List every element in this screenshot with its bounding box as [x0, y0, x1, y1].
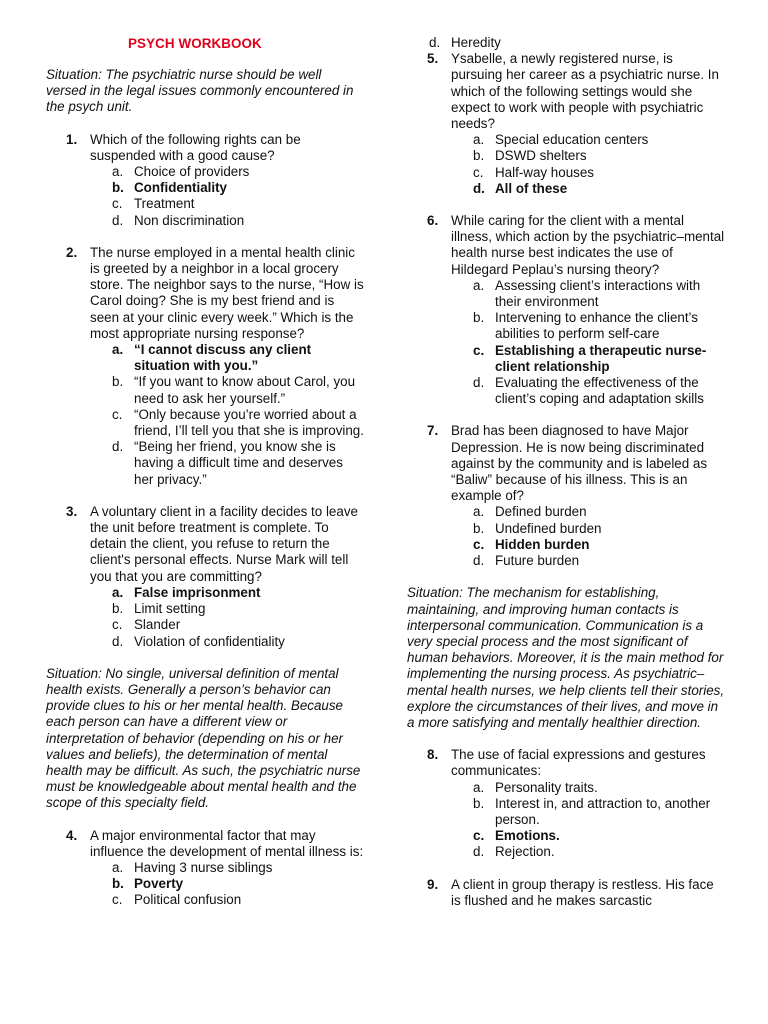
option-letter: b. [112, 601, 124, 617]
option-a [451, 780, 725, 796]
option-text: Poverty [134, 876, 184, 892]
option-text: “I cannot discuss any client situation with you.” [134, 342, 312, 374]
question-7 [407, 423, 725, 569]
option-d [451, 844, 725, 860]
option-letter: a. [112, 342, 124, 358]
question-3 [46, 504, 364, 650]
question-text: A client in group therapy is restless. His face is flushed and he makes sarcastic [451, 876, 714, 908]
left-column [46, 67, 364, 909]
option-text: Emotions. [495, 828, 560, 844]
option-text: Future burden [495, 553, 580, 569]
option-letter: d. [473, 844, 485, 860]
option-a [451, 278, 725, 310]
option-letter: c. [112, 892, 123, 908]
option-letter: a. [112, 859, 124, 875]
option-text: DSWD shelters [495, 148, 587, 164]
option-b [451, 521, 725, 537]
situation-mental-health: Situation: No single, universal definition of mental health exists. Generally a person’s behavior can provide clues to his or her mental health. Because each person can have a different view or interpretation of behavior (depending on his or her values and beliefs), the determination of mental health may be difficult. As such, the psychiatric nurse must be knowledgeable about mental health and the scope of this specialty field. [46, 665, 361, 811]
option-letter: a. [473, 277, 485, 293]
question-2 [46, 245, 364, 488]
option-letter: d. [473, 553, 485, 569]
option-text: Limit setting [134, 601, 206, 617]
option-text: Undefined burden [495, 520, 602, 536]
option-letter: d. [429, 35, 441, 50]
question-4 [46, 828, 364, 909]
question-number: 3. [66, 503, 78, 519]
option-text: Political confusion [134, 892, 242, 908]
answer-options [451, 780, 725, 861]
option-letter: a. [473, 779, 485, 795]
option-b [90, 601, 364, 617]
option-b [451, 148, 725, 164]
question-1 [46, 132, 364, 229]
option-letter: b. [112, 374, 124, 390]
question-number: 9. [427, 876, 439, 892]
option-letter: b. [473, 520, 485, 536]
question-6 [407, 213, 725, 407]
option-a-correct [90, 585, 364, 601]
question-number: 7. [427, 423, 439, 439]
option-letter: d. [112, 439, 124, 455]
question-number: 5. [427, 51, 439, 67]
option-text: Half-way houses [495, 164, 594, 180]
question-text: The nurse employed in a mental health clinic is greeted by a neighbor in a local grocery store. The neighbor says to the nurse, “How is Carol doing? She is my best friend and is seen at your clinic every week.” Which is the most appropriate nursing response? [90, 244, 364, 341]
option-letter: b. [473, 795, 485, 811]
option-letter: d. [112, 633, 124, 649]
question-5 [407, 51, 725, 197]
question-9 [407, 877, 725, 909]
option-text: Personality traits. [495, 779, 598, 795]
answer-options [90, 164, 364, 229]
question-text: Ysabelle, a newly registered nurse, is pursuing her career as a psychiatric nurse. In which of the following settings would she expect to work with people with psychiatric needs? [451, 51, 719, 132]
option-letter: c. [473, 164, 484, 180]
option-text: “If you want to know about Carol, you need to ask her yourself.” [134, 374, 356, 406]
option-text: Establishing a therapeutic nurse-client relationship [495, 342, 707, 374]
option-a [451, 132, 725, 148]
situation-legal-issues: Situation: The psychiatric nurse should be well versed in the legal issues commonly encountered in the psych unit. [46, 67, 354, 115]
option-letter: c. [473, 342, 485, 358]
option-d [90, 634, 364, 650]
question-number: 6. [427, 213, 439, 229]
option-text: Treatment [134, 196, 195, 212]
question-text: While caring for the client with a mental illness, which action by the psychiatric–mental health nurse best indicates the use of Hildegard Peplau’s nursing theory? [451, 213, 725, 277]
option-text: Rejection. [495, 844, 555, 860]
option-c [451, 165, 725, 181]
option-c-correct [451, 343, 725, 375]
question-text: The use of facial expressions and gestures communicates: [451, 747, 706, 779]
option-text: Defined burden [495, 504, 587, 520]
question-text: A voluntary client in a facility decides to leave the unit before treatment is complete. To detain the client, you refuse to return the client's personal effects. Nurse Mark will tell you that you are committing? [90, 503, 358, 584]
option-text: Special education centers [495, 132, 649, 148]
option-c [90, 617, 364, 633]
option-a [90, 860, 364, 876]
option-text: Slander [134, 617, 181, 633]
question-number: 4. [66, 827, 78, 843]
option-text: “Only because you’re worried about a friend, I’ll tell you that she is improving. [134, 406, 364, 439]
option-letter: b. [112, 876, 124, 892]
option-c [90, 196, 364, 212]
option-letter: a. [473, 504, 485, 520]
option-letter: d. [473, 180, 485, 196]
answer-options [90, 860, 364, 909]
option-letter: c. [112, 406, 123, 422]
option-c-correct [451, 828, 725, 844]
option-d [451, 375, 725, 407]
option-b [90, 374, 364, 406]
option-b [451, 310, 725, 342]
option-text: “Being her friend, you know she is having a difficult time and deserves her privacy.” [134, 439, 343, 487]
option-letter: b. [473, 310, 485, 326]
option-letter: c. [112, 617, 123, 633]
page-title: PSYCH WORKBOOK [128, 36, 262, 51]
option-text: Heredity [451, 35, 501, 50]
option-text: Evaluating the effectiveness of the client’s coping and adaptation skills [495, 375, 704, 407]
option-b [451, 796, 725, 828]
right-column [407, 35, 725, 909]
answer-options [451, 504, 725, 569]
option-d-correct [451, 181, 725, 197]
answer-options [90, 585, 364, 650]
question-number: 2. [66, 244, 78, 260]
option-a-correct [90, 342, 364, 374]
option-text: All of these [495, 180, 568, 196]
option-d [407, 35, 725, 51]
option-a [451, 504, 725, 520]
question-8 [407, 747, 725, 860]
option-letter: c. [473, 828, 485, 844]
answer-options-continued [407, 35, 725, 51]
option-letter: d. [112, 212, 124, 228]
option-c-correct [451, 537, 725, 553]
option-letter: c. [112, 196, 123, 212]
option-text: Intervening to enhance the client’s abilities to perform self-care [495, 310, 698, 342]
question-text: Brad has been diagnosed to have Major Depression. He is now being discriminated against by the community and is labeled as “Baliw” because of his illness. This is an example of? [451, 423, 708, 504]
situation-communication: Situation: The mechanism for establishing, maintaining, and improving human contacts is interpersonal communication. Communication is a very special process and the most significant of human behaviors. Moreover, it is the main method for implementing the nursing process. As psychiatric–mental health nurses, we help clients tell their stories, explore the circumstances of their lives, and move in a more satisfying and mentally healthier direction. [407, 585, 725, 730]
option-d [90, 439, 364, 488]
option-b-correct [90, 876, 364, 892]
option-text: Non discrimination [134, 212, 245, 228]
option-a [90, 164, 364, 180]
option-letter: a. [112, 584, 124, 600]
answer-options [90, 342, 364, 488]
option-b-correct [90, 180, 364, 196]
option-letter: c. [473, 536, 485, 552]
option-text: False imprisonment [134, 584, 261, 600]
option-d [451, 553, 725, 569]
question-number: 8. [427, 747, 439, 763]
option-text: Violation of confidentiality [134, 633, 285, 649]
option-letter: a. [112, 164, 124, 180]
option-c [90, 407, 364, 439]
option-text: Assessing client’s interactions with their environment [495, 277, 701, 310]
question-text: Which of the following rights can be suspended with a good cause? [90, 131, 301, 163]
option-text: Confidentiality [134, 180, 227, 196]
question-text: A major environmental factor that may influence the development of mental illness is: [90, 827, 364, 859]
question-number: 1. [66, 131, 78, 147]
option-text: Having 3 nurse siblings [134, 859, 273, 875]
option-letter: b. [473, 148, 485, 164]
option-d [90, 213, 364, 229]
answer-options [451, 132, 725, 197]
option-text: Hidden burden [495, 536, 590, 552]
option-letter: a. [473, 132, 485, 148]
option-text: Interest in, and attraction to, another person. [495, 795, 711, 827]
option-letter: b. [112, 180, 124, 196]
option-c [90, 892, 364, 908]
option-letter: d. [473, 375, 485, 391]
option-text: Choice of providers [134, 164, 250, 180]
answer-options [451, 278, 725, 408]
